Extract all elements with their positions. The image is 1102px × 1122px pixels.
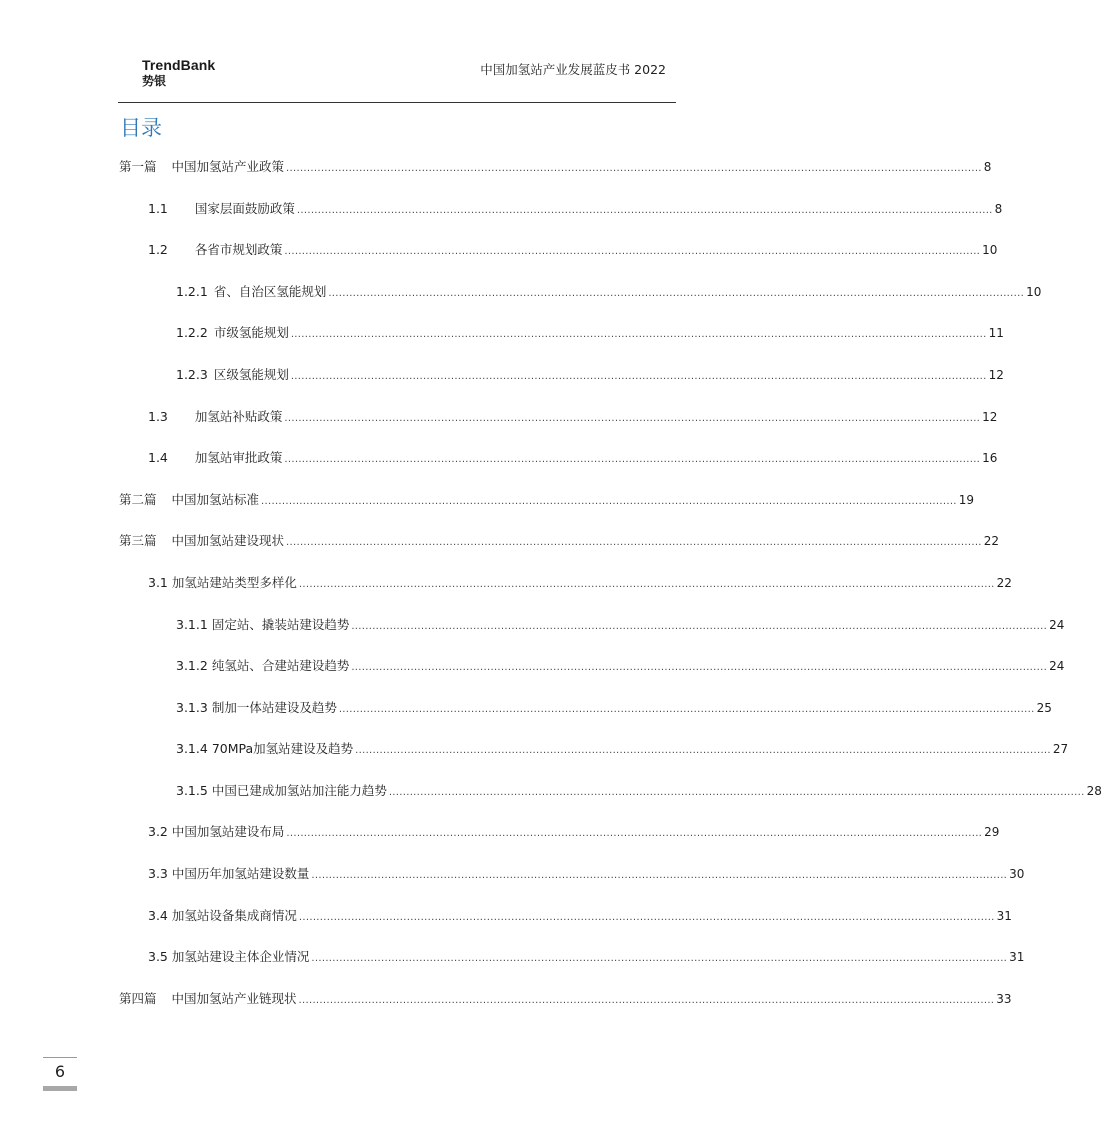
toc-entry[interactable] (176, 699, 1052, 717)
toc-entry-number: 1.2.3 (176, 367, 208, 382)
toc-entry-page: 28 (1086, 784, 1102, 798)
toc-entry-title: 加氢站补贴政策 (194, 409, 283, 424)
toc-entry-page: 29 (984, 825, 1000, 839)
toc-entry-number: 1.4 (148, 450, 168, 465)
toc-entry[interactable] (148, 408, 998, 426)
toc-entry-title: 省、自治区氢能规划 (213, 284, 327, 299)
document-title: 中国加氢站产业发展蓝皮书 2022 (480, 62, 666, 77)
logo-en: TrendBank (142, 57, 216, 73)
toc-entry[interactable] (176, 366, 1004, 384)
header-divider (118, 102, 676, 103)
toc-entry-title: 纯氢站、合建站建设趋势 (211, 658, 350, 673)
toc-entry-title: 制加一体站建设及趋势 (211, 700, 337, 715)
toc-dot-leader: ........................................................................................................................................................................................................ (284, 454, 981, 465)
toc-entry-title: 加氢站设备集成商情况 (171, 908, 297, 923)
toc-entry[interactable] (176, 616, 1065, 634)
toc-entry-page: 8 (994, 202, 1003, 216)
toc-dot-leader: ........................................................................................................................................................................................................ (351, 621, 1048, 632)
toc-entry[interactable] (119, 158, 992, 176)
toc-dot-leader: ........................................................................................................................................................................................................ (388, 787, 1085, 798)
toc-dot-leader: ........................................................................................................................................................................................................ (328, 288, 1025, 299)
toc-entry-number: 第一篇 (119, 159, 157, 174)
toc-entry[interactable] (176, 740, 1069, 758)
page-number-bar (43, 1086, 77, 1091)
toc-entry[interactable] (119, 532, 1000, 550)
toc-entry-title: 市级氢能规划 (213, 325, 289, 340)
page-number: 6 (54, 1062, 66, 1081)
toc-entry-number: 第三篇 (119, 533, 157, 548)
toc-entry[interactable] (148, 907, 1012, 925)
toc-entry-page: 19 (958, 493, 975, 507)
toc-entry-number: 3.3 (148, 866, 168, 881)
toc-entry-title: 中国加氢站标准 (171, 492, 260, 507)
toc-entry[interactable] (176, 283, 1042, 301)
toc-entry[interactable] (176, 657, 1065, 675)
toc-dot-leader: ........................................................................................................................................................................................................ (311, 953, 1008, 964)
toc-dot-leader: ........................................................................................................................................................................................................ (290, 371, 987, 382)
toc-entry-page: 24 (1049, 659, 1065, 673)
toc-heading: 目录 (120, 116, 162, 140)
toc-entry-title: 固定站、撬装站建设趋势 (211, 617, 350, 632)
toc-entry-page: 27 (1052, 742, 1069, 756)
toc-dot-leader: ........................................................................................................................................................................................................ (298, 912, 995, 923)
toc-entry-title: 中国已建成加氢站加注能力趋势 (211, 783, 387, 798)
toc-entry[interactable] (148, 200, 1003, 218)
toc-entry[interactable] (148, 574, 1012, 592)
toc-entry-title: 国家层面鼓励政策 (194, 201, 295, 216)
toc-entry-page: 10 (1026, 285, 1042, 299)
toc-entry-number: 1.1 (148, 201, 168, 216)
toc-entry-title: 加氢站建设主体企业情况 (171, 949, 310, 964)
toc-entry-page: 11 (988, 326, 1004, 340)
toc-entry-number: 3.2 (148, 824, 168, 839)
page-number-top-rule (43, 1057, 77, 1058)
toc-entry-number: 3.1.1 (176, 617, 208, 632)
toc-entry[interactable] (148, 948, 1025, 966)
toc-entry-page: 12 (988, 368, 1004, 382)
toc-entry-title: 区级氢能规划 (213, 367, 289, 382)
toc-entry-title: 各省市规划政策 (194, 242, 283, 257)
toc-entry-number: 3.1 (148, 575, 168, 590)
toc-entry[interactable] (119, 491, 975, 509)
toc-dot-leader: ........................................................................................................................................................................................................ (298, 579, 995, 590)
toc-entry-title: 中国加氢站建设布局 (171, 824, 285, 839)
toc-entry-number: 3.5 (148, 949, 168, 964)
toc-entry-page: 25 (1036, 701, 1052, 715)
toc-entry-page: 12 (982, 410, 998, 424)
toc-entry-number: 3.1.5 (176, 783, 208, 798)
toc-entry-page: 8 (983, 160, 992, 174)
toc-entry[interactable] (176, 324, 1004, 342)
toc-entry-title: 中国加氢站建设现状 (171, 533, 285, 548)
toc-entry-number: 1.2.2 (176, 325, 208, 340)
toc-dot-leader: ........................................................................................................................................................................................................ (311, 870, 1008, 881)
toc-entry[interactable] (148, 241, 998, 259)
toc-entry-page: 31 (996, 909, 1012, 923)
toc-entry-page: 22 (983, 534, 1000, 548)
toc-entry[interactable] (176, 782, 1102, 800)
toc-entry-title: 中国历年加氢站建设数量 (171, 866, 310, 881)
toc-entry[interactable] (148, 449, 998, 467)
toc-dot-leader: ........................................................................................................................................................................................................ (286, 163, 982, 174)
toc-entry-title: 中国加氢站产业链现状 (171, 991, 297, 1006)
toc-dot-leader: ........................................................................................................................................................................................................ (284, 246, 981, 257)
toc-entry-number: 第四篇 (119, 991, 157, 1006)
toc-dot-leader: ........................................................................................................................................................................................................ (338, 704, 1035, 715)
toc-dot-leader: ........................................................................................................................................................................................................ (351, 662, 1048, 673)
toc-entry-page: 22 (996, 576, 1012, 590)
toc-entry[interactable] (119, 990, 1012, 1008)
toc-entry-number: 3.1.3 (176, 700, 208, 715)
toc-entry-number: 1.2.1 (176, 284, 208, 299)
toc-dot-leader: ........................................................................................................................................................................................................ (355, 745, 1051, 756)
toc-entry-number: 3.1.2 (176, 658, 208, 673)
toc-entry-title: 加氢站建站类型多样化 (171, 575, 297, 590)
toc-dot-leader: ........................................................................................................................................................................................................ (286, 828, 983, 839)
toc-dot-leader: ........................................................................................................................................................................................................ (261, 496, 957, 507)
toc-entry-page: 33 (996, 992, 1012, 1006)
toc-entry-title: 加氢站审批政策 (194, 450, 283, 465)
toc-entry-page: 16 (982, 451, 998, 465)
toc-entry-number: 第二篇 (119, 492, 157, 507)
logo-cn: 势银 (142, 74, 167, 88)
toc-entry-title: 中国加氢站产业政策 (171, 159, 285, 174)
toc-dot-leader: ........................................................................................................................................................................................................ (290, 329, 987, 340)
toc-entry-page: 24 (1049, 618, 1065, 632)
toc-entry[interactable] (148, 823, 1000, 841)
toc-entry-page: 31 (1009, 950, 1025, 964)
toc-entry-number: 3.4 (148, 908, 168, 923)
toc-entry-page: 30 (1009, 867, 1025, 881)
toc-entry-page: 10 (982, 243, 998, 257)
toc-entry[interactable] (148, 865, 1025, 883)
toc-dot-leader: ........................................................................................................................................................................................................ (298, 995, 995, 1006)
toc-dot-leader: ........................................................................................................................................................................................................ (296, 205, 993, 216)
toc-entry-title: 70MPa加氢站建设及趋势 (211, 741, 354, 756)
toc-dot-leader: ........................................................................................................................................................................................................ (286, 537, 982, 548)
toc-entry-number: 1.2 (148, 242, 168, 257)
toc-dot-leader: ........................................................................................................................................................................................................ (284, 413, 981, 424)
toc-entry-number: 1.3 (148, 409, 168, 424)
toc-entry-number: 3.1.4 (176, 741, 208, 756)
